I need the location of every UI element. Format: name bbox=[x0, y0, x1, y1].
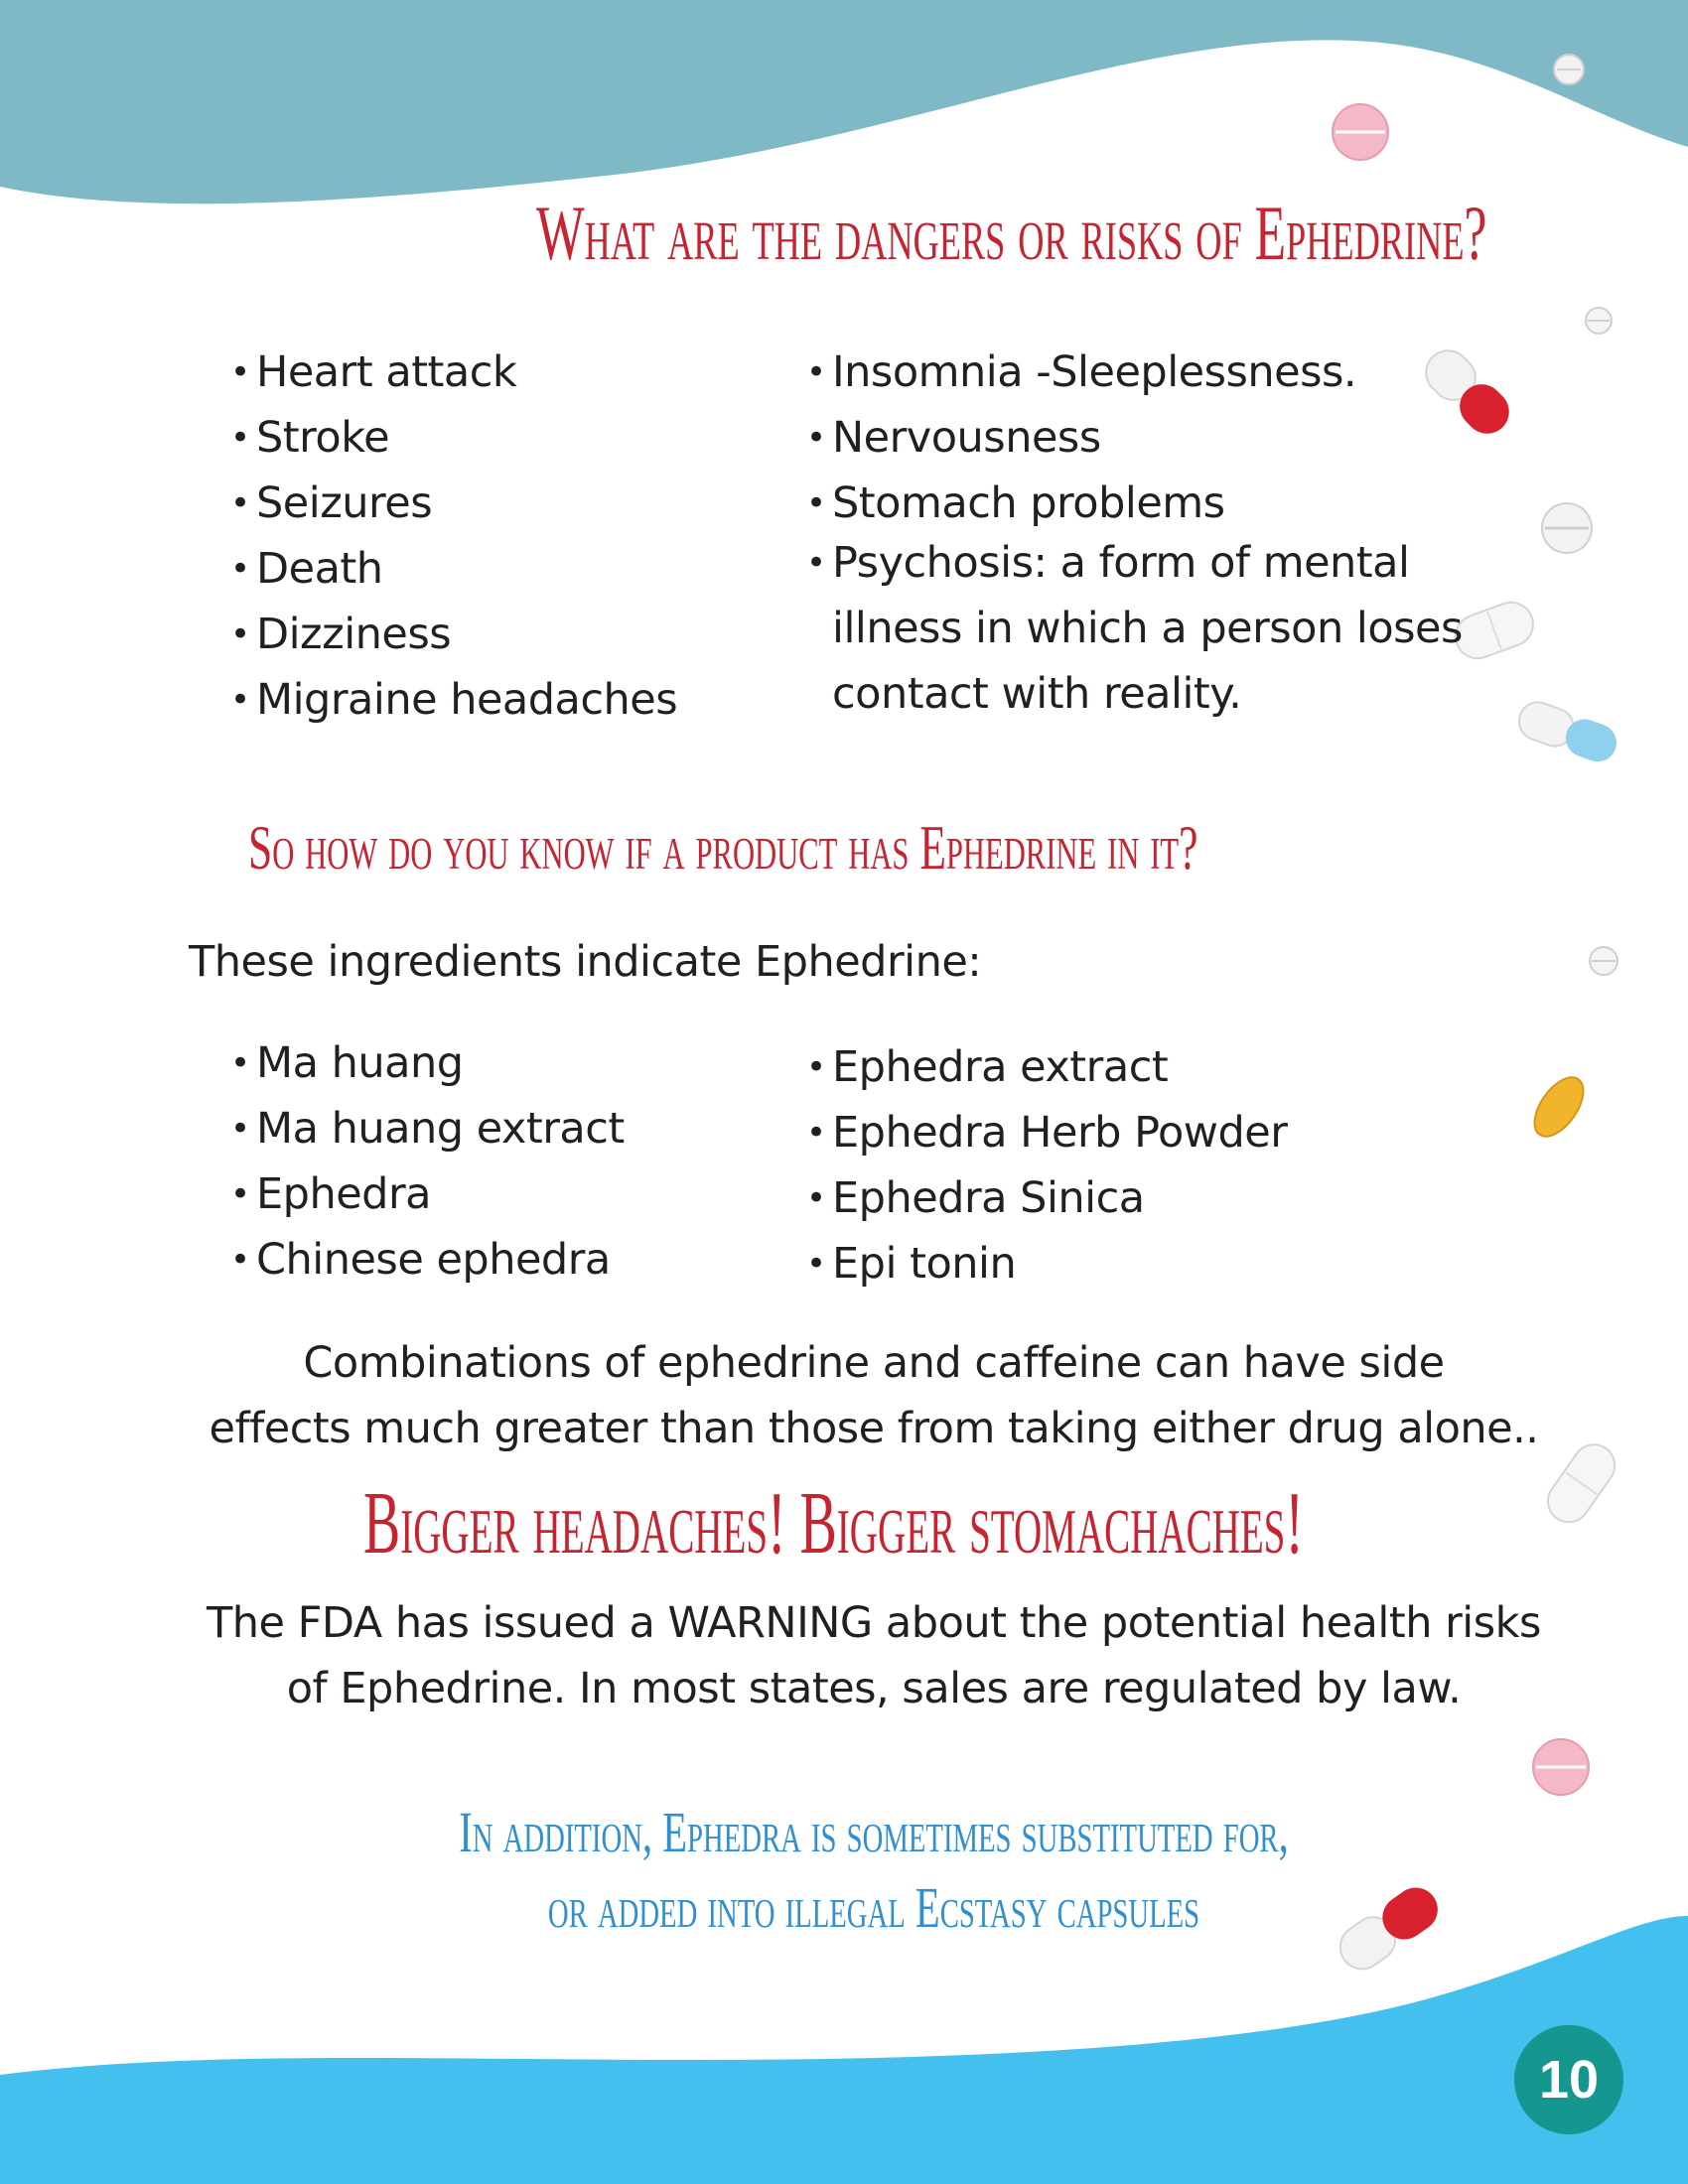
pill-white-oval-icon bbox=[1450, 597, 1539, 665]
fda-paragraph bbox=[179, 1590, 1569, 1721]
list-item: • Stomach problems bbox=[806, 471, 1356, 528]
list-item: • Ephedra Herb Powder bbox=[806, 1100, 1287, 1165]
addition-line-1: In addition, Ephedra is sometimes substituted for, bbox=[459, 1800, 1289, 1864]
dangers-title: What are the dangers or risks of Ephedrine? bbox=[536, 190, 1487, 276]
dangers-list-right bbox=[806, 340, 1356, 528]
dangers-list-left bbox=[230, 340, 677, 733]
psychosis-line-2: illness in which a person loses bbox=[832, 604, 1463, 653]
list-item: • Ephedra bbox=[230, 1161, 625, 1227]
addition-note bbox=[278, 1795, 1470, 1946]
bottom-wave bbox=[0, 1916, 1688, 2184]
pill-white-tiny-icon bbox=[1586, 308, 1612, 334]
psychosis-line-1: Psychosis: a form of mental bbox=[832, 538, 1410, 588]
top-wave bbox=[0, 0, 1688, 204]
list-item: • Nervousness bbox=[806, 405, 1356, 471]
fda-line-2: of Ephedrine. In most states, sales are regulated by law. bbox=[286, 1664, 1462, 1713]
list-item: • Epi tonin bbox=[806, 1231, 1287, 1297]
fda-line-1: The FDA has issued a WARNING about the potential health risks bbox=[207, 1598, 1541, 1648]
bigger-headline: Bigger headaches! Bigger stomachaches! bbox=[363, 1474, 1304, 1572]
list-item: • Ephedra Sinica bbox=[806, 1165, 1287, 1231]
page-number-badge: 10 bbox=[1514, 2025, 1623, 2134]
combination-line-1: Combinations of ephedrine and caffeine can have side bbox=[303, 1338, 1445, 1388]
capsule-blue-white-icon bbox=[1514, 697, 1622, 767]
ingredients-list-right bbox=[806, 1034, 1287, 1297]
pill-pink-round-icon bbox=[1333, 104, 1388, 160]
capsule-red-white-icon bbox=[1417, 341, 1518, 443]
list-item: • Ma huang extract bbox=[230, 1096, 625, 1161]
list-item: • Stroke bbox=[230, 405, 677, 471]
psychosis-item bbox=[806, 530, 1463, 727]
list-item: • Seizures bbox=[230, 471, 677, 536]
list-item: • Heart attack bbox=[230, 340, 677, 405]
ingredients-title: So how do you know if a product has Ephedrine in it? bbox=[248, 812, 1198, 883]
psychosis-line-3: contact with reality. bbox=[832, 669, 1242, 719]
list-item: • Ephedra extract bbox=[806, 1034, 1287, 1100]
combination-paragraph bbox=[179, 1330, 1569, 1461]
pill-pink-round-icon-2 bbox=[1533, 1739, 1589, 1795]
softgel-yellow-icon bbox=[1525, 1069, 1593, 1145]
pill-white-small-icon bbox=[1554, 55, 1584, 84]
list-item: • Chinese ephedra bbox=[230, 1227, 625, 1293]
ingredients-list-left bbox=[230, 1030, 625, 1293]
list-item: • Dizziness bbox=[230, 602, 677, 667]
list-item: • Death bbox=[230, 536, 677, 602]
combination-line-2: effects much greater than those from taking either drug alone.. bbox=[209, 1404, 1539, 1453]
addition-line-2: or added into illegal Ecstasy capsules bbox=[547, 1875, 1200, 1940]
list-item bbox=[806, 530, 1463, 727]
pill-white-tiny-icon-2 bbox=[1590, 947, 1618, 975]
list-item: • Migraine headaches bbox=[230, 667, 677, 733]
ingredients-intro: These ingredients indicate Ephedrine: bbox=[189, 937, 982, 987]
pill-white-round-icon bbox=[1542, 503, 1592, 553]
list-item: • Ma huang bbox=[230, 1030, 625, 1096]
list-item: • Insomnia -Sleeplessness. bbox=[806, 340, 1356, 405]
